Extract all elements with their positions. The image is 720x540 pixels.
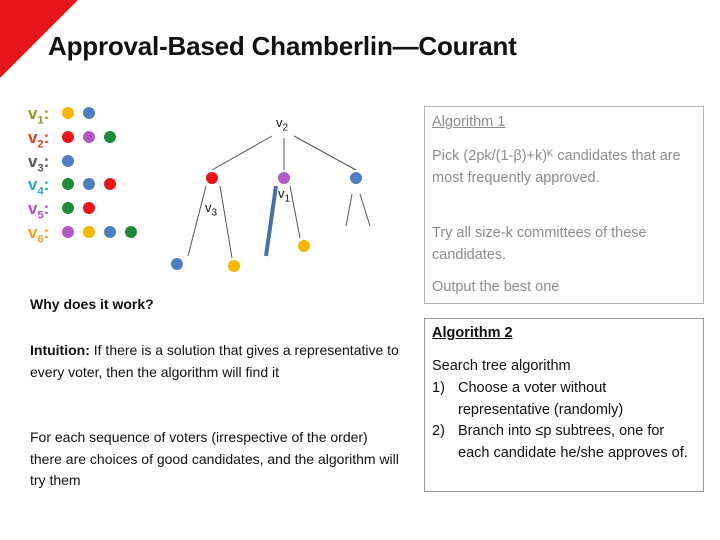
voter-label: $v_1$: [28,104,50,127]
candidate-dot [83,202,95,214]
algorithm-1-heading: Algorithm 1 [432,114,506,130]
voter-label: $v_6$: [28,222,50,246]
candidate-dot [83,107,95,119]
leaf-left-1 [171,258,183,270]
tree-mid-label: $v_1$ [278,186,291,205]
candidate-dot [62,226,74,238]
candidate-dot [125,226,137,238]
voter-row [28,223,138,247]
algorithm-2-intro: Search tree algorithm [432,358,571,374]
voter-row [28,152,138,176]
edge-mid-b [290,186,300,238]
node-mid [278,172,290,184]
edge-mid-a-highlight [266,186,276,256]
edge-root-left [212,136,272,170]
algorithm-1-step-3: Output the best one [432,279,560,295]
slide-title: Approval-Based Chamberlin—Courant [48,31,517,61]
candidate-dot [62,107,74,119]
voter-label: $v_5$: [28,199,50,222]
intuition-text: If there is a solution that gives a representative to every voter, then the algorithm will find it [30,342,399,380]
algorithm-1-box [424,106,704,304]
algorithm-2-item-1-num: 1) [432,380,445,396]
voter-label: $v_4$: [28,175,50,198]
candidate-dot [104,226,116,238]
edge-left-a [188,186,206,256]
voter-row [28,175,138,199]
candidate-dot [83,178,95,190]
leaf-left-2 [228,260,240,272]
algorithm-2-item-2-text: Branch into ≤p subtrees, one for each candidate he/she approves of. [458,423,688,461]
candidate-dot [104,178,116,190]
voter-label: $v_3$: [28,151,50,174]
algorithm-2-box [424,318,704,492]
intuition-paragraph [30,340,400,383]
voter-row [28,199,138,223]
algorithm-1-step-2: Try all size-k committees of these candidates. [432,225,647,263]
edge-left-b [220,186,232,258]
edge-right-a [346,194,352,226]
candidate-dot [62,202,74,214]
voter-row [28,104,138,128]
edge-right-b [360,194,370,226]
sequence-paragraph: For each sequence of voters (irrespective of the order) there are choices of good candidates, and the algorithm will try them [30,429,399,488]
node-right [350,172,362,184]
algorithm-2-heading: Algorithm 2 [432,325,513,341]
candidate-dot [62,155,74,167]
edge-root-right [294,136,356,170]
algorithm-2-item-2-num: 2) [432,423,445,439]
voter-list [28,104,138,247]
candidate-dot [62,178,74,190]
voter-label: $v_2$: [28,127,50,151]
candidate-dot [104,131,116,143]
node-left [206,172,218,184]
candidate-dot [83,131,95,143]
intuition-label: Intuition: [30,342,90,358]
leaf-mid-2 [298,240,310,252]
candidate-dot [62,131,74,143]
algorithm-2-item-1-text: Choose a voter without representative (randomly) [458,380,624,418]
voter-row [28,128,138,152]
tree-left-label: $v_3$ [205,200,218,219]
candidate-dot [83,226,95,238]
why-heading: Why does it work? [30,296,154,312]
tree-root-label: $v_2$ [276,115,289,134]
algorithm-1-step-1: Pick (2pk/(1-β)+k)ᴷ candidates that are most frequently approved. [432,148,681,186]
